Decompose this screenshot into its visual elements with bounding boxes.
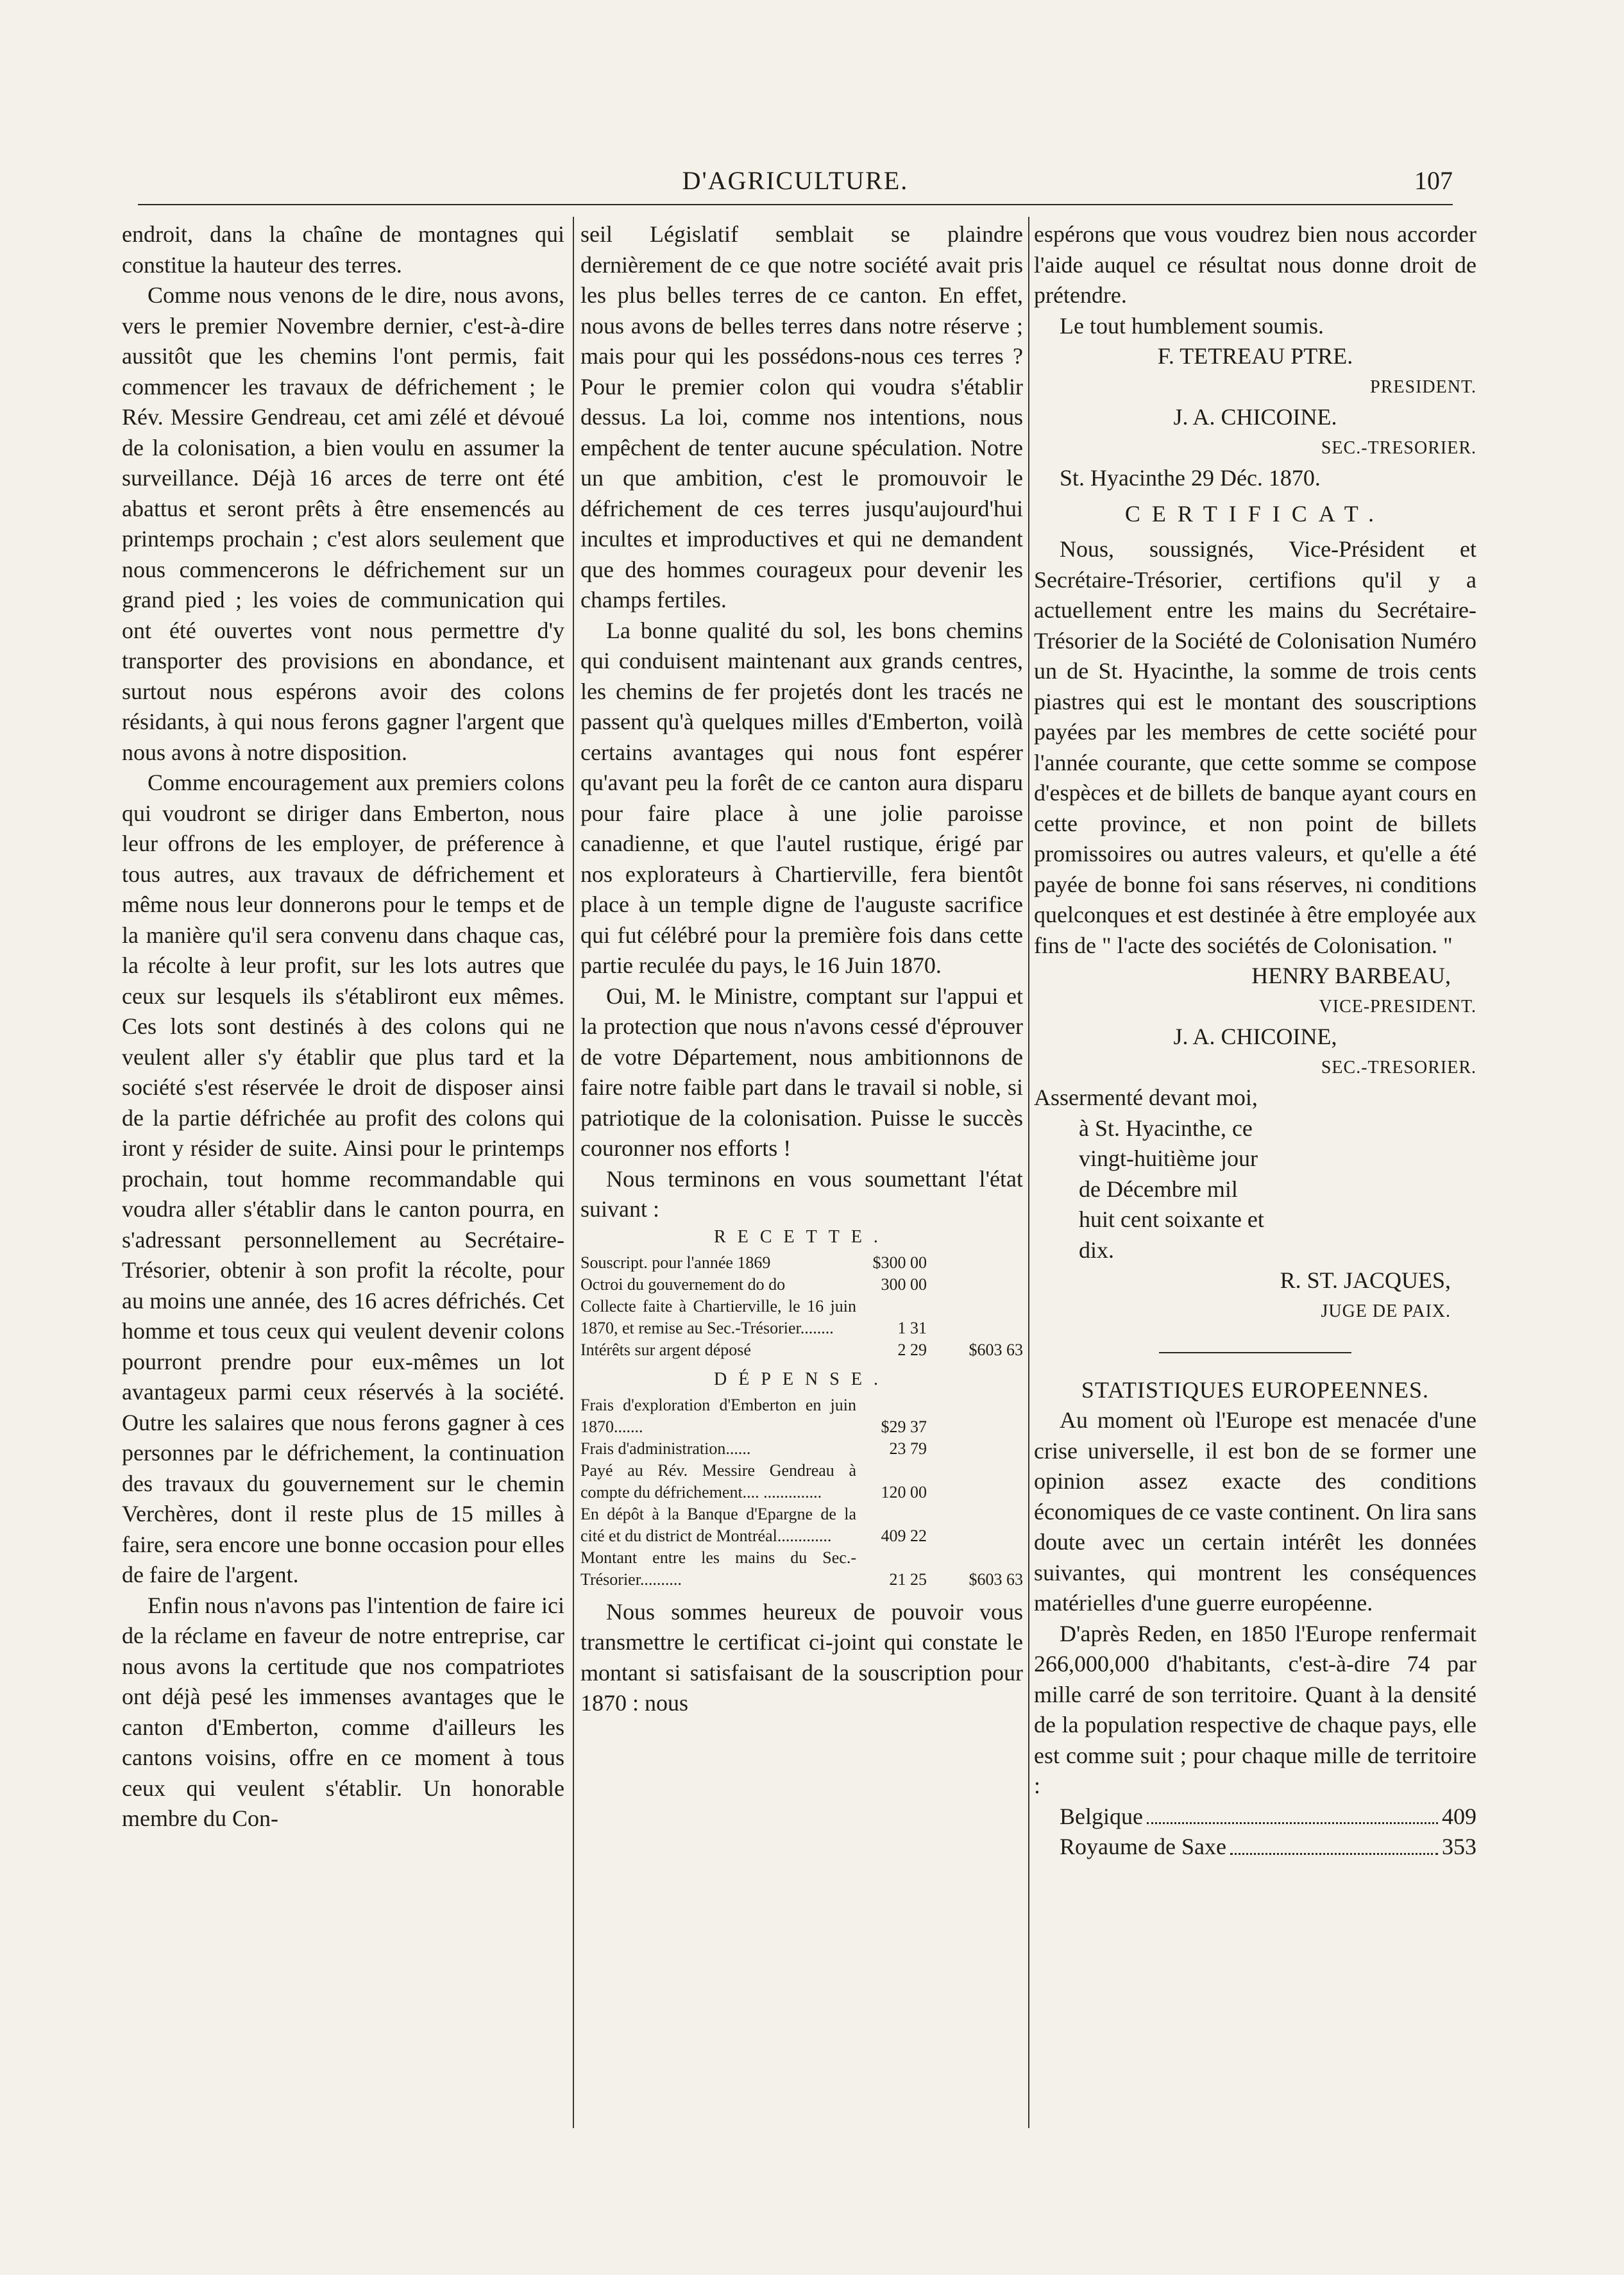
depense-amount: $29 37 — [881, 1417, 927, 1436]
depense-label: Frais d'administration...... — [580, 1439, 751, 1458]
ornament-rule — [1159, 1352, 1351, 1353]
recette-title: RECETTE. — [714, 1226, 890, 1247]
recette-table — [580, 1252, 1023, 1361]
signature-title: JUGE DE PAIX. — [1321, 1301, 1451, 1321]
table-row — [580, 1394, 1023, 1438]
recette-total — [927, 1252, 1023, 1274]
paragraph: Oui, M. le Ministre, comptant sur l'appui et la protection que nous n'avons cessé d'éprouver de votre Département, nous ambitionnons de faire notre faible part dans le travail si noble, si patriotique de la colonisation. Puisse le succès couronner nos efforts ! — [580, 983, 1023, 1161]
recette-amount: 300 00 — [881, 1274, 927, 1294]
density-value: 409 — [1442, 1803, 1476, 1829]
depense-amount: 120 00 — [881, 1482, 927, 1501]
recette-amount: 2 29 — [897, 1340, 927, 1359]
paragraph: Au moment où l'Europe est menacée d'une crise universelle, il est bon de se former une opinion assez exacte des conditions économiques de ce vaste continent. On lira sans doute avec un certain intérêt les données suivantes, qui montrent les conséquences matérielles d'une guerre européenne. — [1034, 1407, 1476, 1616]
signature-title: SEC.-TRESORIER. — [1321, 437, 1476, 458]
signature-name: J. A. CHICOINE. — [1173, 404, 1337, 430]
table-row — [580, 1296, 1023, 1339]
dateline: St. Hyacinthe 29 Déc. 1870. — [1060, 465, 1321, 491]
depense-label: Payé au Rév. Messire Gendreau à compte du défrichement.... .............. — [580, 1460, 856, 1501]
sworn-line: vingt-huitième jour — [1079, 1146, 1258, 1171]
table-row — [580, 1252, 1023, 1274]
sworn-statement — [1034, 1083, 1316, 1265]
column-divider-1 — [573, 217, 574, 2128]
recette-label: Intérêts sur argent déposé — [580, 1340, 751, 1359]
recette-label: Octroi du gouvernement do do — [580, 1274, 786, 1294]
density-value: 353 — [1442, 1834, 1476, 1859]
depense-total — [927, 1503, 1023, 1547]
density-country: Royaume de Saxe — [1060, 1834, 1226, 1859]
recette-total — [927, 1274, 1023, 1296]
depense-label: En dépôt à la Banque d'Epargne de la cité et du district de Montréal............. — [580, 1504, 856, 1545]
depense-total — [927, 1460, 1023, 1503]
sworn-line: dix. — [1079, 1237, 1115, 1263]
recette-total — [927, 1296, 1023, 1339]
paragraph: Nous sommes heureux de pouvoir vous transmettre le certificat ci-joint qui constate le montant si satisfaisant de la souscription pour 1870 : nous — [580, 1598, 1023, 1716]
depense-label: Montant entre les mains du Sec.-Trésorier.......... — [580, 1548, 856, 1589]
recette-total: $603 63 — [968, 1340, 1023, 1359]
table-row — [580, 1547, 1023, 1591]
paragraph: Nous terminons en vous soumettant l'état suivant : — [580, 1165, 1023, 1222]
recette-amount: $300 00 — [872, 1253, 927, 1272]
depense-total — [927, 1438, 1023, 1460]
signature-name: F. TETREAU PTRE. — [1157, 343, 1353, 369]
sworn-line: Assermenté devant moi, — [1034, 1085, 1258, 1110]
header-rule — [138, 204, 1453, 205]
signature-name: R. ST. JACQUES, — [1280, 1267, 1451, 1293]
table-row — [580, 1460, 1023, 1503]
table-row — [580, 1339, 1023, 1361]
depense-title: DÉPENSE. — [714, 1369, 890, 1389]
paragraph: seil Législatif semblait se plaindre dernièrement de ce que notre société avait pris les plus belles terres de ce canton. En effet, nous avons de belles terres dans notre réserve ; mais pour qui les possédons-nous ces terres ? Pour le premier colon qui voudra s'établir dessus. La loi, comme nos intentions, nous empêchent de tenter aucune spéculation. Notre un que ambition, c'est le promouvoir le défrichement de ces terres jusqu'aujourd'hui incultes et improductives et qui ne demandent que des hommes courageux pour devenir les champs fertiles. — [580, 221, 1023, 613]
signature-title: VICE-PRESIDENT. — [1319, 996, 1476, 1017]
recette-label: Collecte faite à Chartierville, le 16 juin 1870, et remise au Sec.-Trésorier........ — [580, 1296, 856, 1337]
depense-amount: 21 25 — [889, 1569, 927, 1589]
running-title: D'AGRICULTURE. — [682, 166, 909, 195]
recette-amount: 1 31 — [897, 1318, 927, 1337]
section-ornament — [1034, 1335, 1476, 1366]
column-divider-2 — [1028, 217, 1029, 2128]
signature-name: HENRY BARBEAU, — [1251, 963, 1451, 988]
sworn-line: de Décembre mil — [1079, 1176, 1238, 1202]
signature-title: PRESIDENT. — [1370, 376, 1476, 397]
paragraph: D'après Reden, en 1850 l'Europe renfermait 266,000,000 d'habitants, c'est-à-dire 74 par mille carré de son territoire. Quant à la densité de la population respective de chaque pays, elle est comme suit ; pour chaque mille de territoire : — [1034, 1620, 1476, 1798]
density-row — [1034, 1832, 1476, 1863]
recette-label: Souscript. pour l'année 1869 — [580, 1253, 771, 1272]
signature-name: J. A. CHICOINE, — [1173, 1024, 1337, 1049]
column-3 — [1034, 219, 1476, 1863]
signature-title: SEC.-TRESORIER. — [1321, 1057, 1476, 1078]
paragraph: Comme nous venons de le dire, nous avons, vers le premier Novembre dernier, c'est-à-dire aussitôt que les chemins l'ont permis, fait commencer les travaux de défrichement ; le Rév. Messire Gendreau, cet ami zélé et dévoué de la colonisation, a bien voulu en assumer la surveillance. Déjà 16 arces de terre ont été abattus et seront prêts à être ensemencés au printemps prochain ; c'est alors seulement que nous commencerons le défrichement sur un grand pied ; les voies de communication qui ont été ouvertes vont nous permettre d'y transporter des provisions en abondance, et surtout nous espérons avoir des colons résidants, à qui nous ferons gagner l'argent que nous avons à notre disposition. — [122, 282, 564, 765]
depense-total — [927, 1394, 1023, 1438]
paragraph: Enfin nous n'avons pas l'intention de faire ici de la réclame en faveur de notre entreprise, car nous avons la certitude que nos compatriotes ont déjà pesé les immenses avantages que le canton d'Emberton, comme d'ailleurs les cantons voisins, offre en ce moment à tous ceux qui veulent s'établir. Un honorable membre du Con- — [122, 1592, 564, 1831]
density-country: Belgique — [1060, 1803, 1143, 1829]
certificate-title: CERTIFICAT. — [1124, 500, 1386, 527]
sworn-line: à St. Hyacinthe, ce — [1079, 1115, 1253, 1141]
certificate-body: Nous, soussignés, Vice-Président et Secrétaire-Trésorier, certifions qu'il y a actuellement entre les mains du Secrétaire-Trésorier de la Société de Colonisation Numéro un de St. Hyacinthe, la somme de trois cents piastres qui est le montant des souscriptions payées par les membres de cette société pour l'année courante, que cette somme se compose d'espèces et de billets de banque ayant cours en cette province, et non point de billets promissoires ou autres valeurs, et qu'elle a été payée de bonne foi sans réserves, ni conditions quelconques et est destinée à être employée aux fins de " l'acte des sociétés de Colonisation. " — [1034, 536, 1476, 958]
depense-amount: 23 79 — [889, 1439, 927, 1458]
table-row — [580, 1274, 1023, 1296]
page-header — [138, 165, 1453, 204]
section-heading: STATISTIQUES EUROPEENNES. — [1081, 1376, 1430, 1403]
table-row — [580, 1438, 1023, 1460]
paragraph: endroit, dans la chaîne de montagnes qui constitue la hauteur des terres. — [122, 221, 564, 278]
depense-amount: 409 22 — [881, 1526, 927, 1545]
paragraph: Le tout humblement soumis. — [1060, 312, 1324, 339]
paragraph: espérons que vous voudrez bien nous accorder l'aide auquel ce résultat nous donne droit de prétendre. — [1034, 221, 1476, 308]
depense-table — [580, 1394, 1023, 1591]
page-number: 107 — [1414, 166, 1453, 195]
column-2 — [580, 219, 1023, 1719]
sworn-line: huit cent soixante et — [1079, 1206, 1264, 1232]
paragraph: La bonne qualité du sol, les bons chemins qui conduisent maintenant aux grands centres, les chemins de fer projetés dont les tracés ne passent qu'à quelques milles d'Emberton, voilà certains avantages qui nous font espérer qu'avant peu la forêt de ce canton aura disparu pour faire place à une jolie paroisse canadienne, et que l'autel rustique, érigé par nos explorateurs à Chartierville, fera bientôt place à un temple digne de l'auguste sacrifice qui fut célébré pour la première fois dans cette partie reculée du pays, le 16 Juin 1870. — [580, 617, 1023, 978]
depense-total: $603 63 — [968, 1569, 1023, 1589]
leader-dots — [1147, 1802, 1438, 1825]
table-row — [580, 1503, 1023, 1547]
leader-dots — [1230, 1832, 1438, 1855]
column-1 — [122, 219, 564, 1834]
depense-label: Frais d'exploration d'Emberton en juin 1870....... — [580, 1395, 856, 1436]
paragraph: Comme encouragement aux premiers colons qui voudront se diriger dans Emberton, nous leur offrons de les employer, de préference à tous autres, aux travaux de défrichement et même nous leur donnerons pour le temps et de la manière qu'il sera convenu dans chaque cas, la récolte à leur profit, sur les lots autres que ceux sur lesquels ils s'établiront eux mêmes. Ces lots sont destinés à des colons qui ne veulent aller s'y établir que plus tard et la société s'est réservée le droit de disposer ainsi de la partie défrichée au profit des colons qui iront y résider de suite. Ainsi pour le printemps prochain, tout homme recommandable qui voudra aller s'établir dans le canton pourra, en s'adressant personnellement au Secrétaire-Trésorier, obtenir à son profit la récolte, pour au moins une année, des 16 acres défrichés. Cet homme et tous ceux qui veulent devenir colons pourront prendre pour eux-mêmes un lot avantageux parmi ceux réservés à la société. Outre les salaires que nous ferons gagner à ces personnes par le défrichement, la continuation des travaux du gouvernement sur le chemin Verchères, dont il reste plus de 15 milles à faire, sera encore une bonne occasion pour elles de faire de l'argent. — [122, 770, 564, 1587]
density-row — [1034, 1802, 1476, 1832]
